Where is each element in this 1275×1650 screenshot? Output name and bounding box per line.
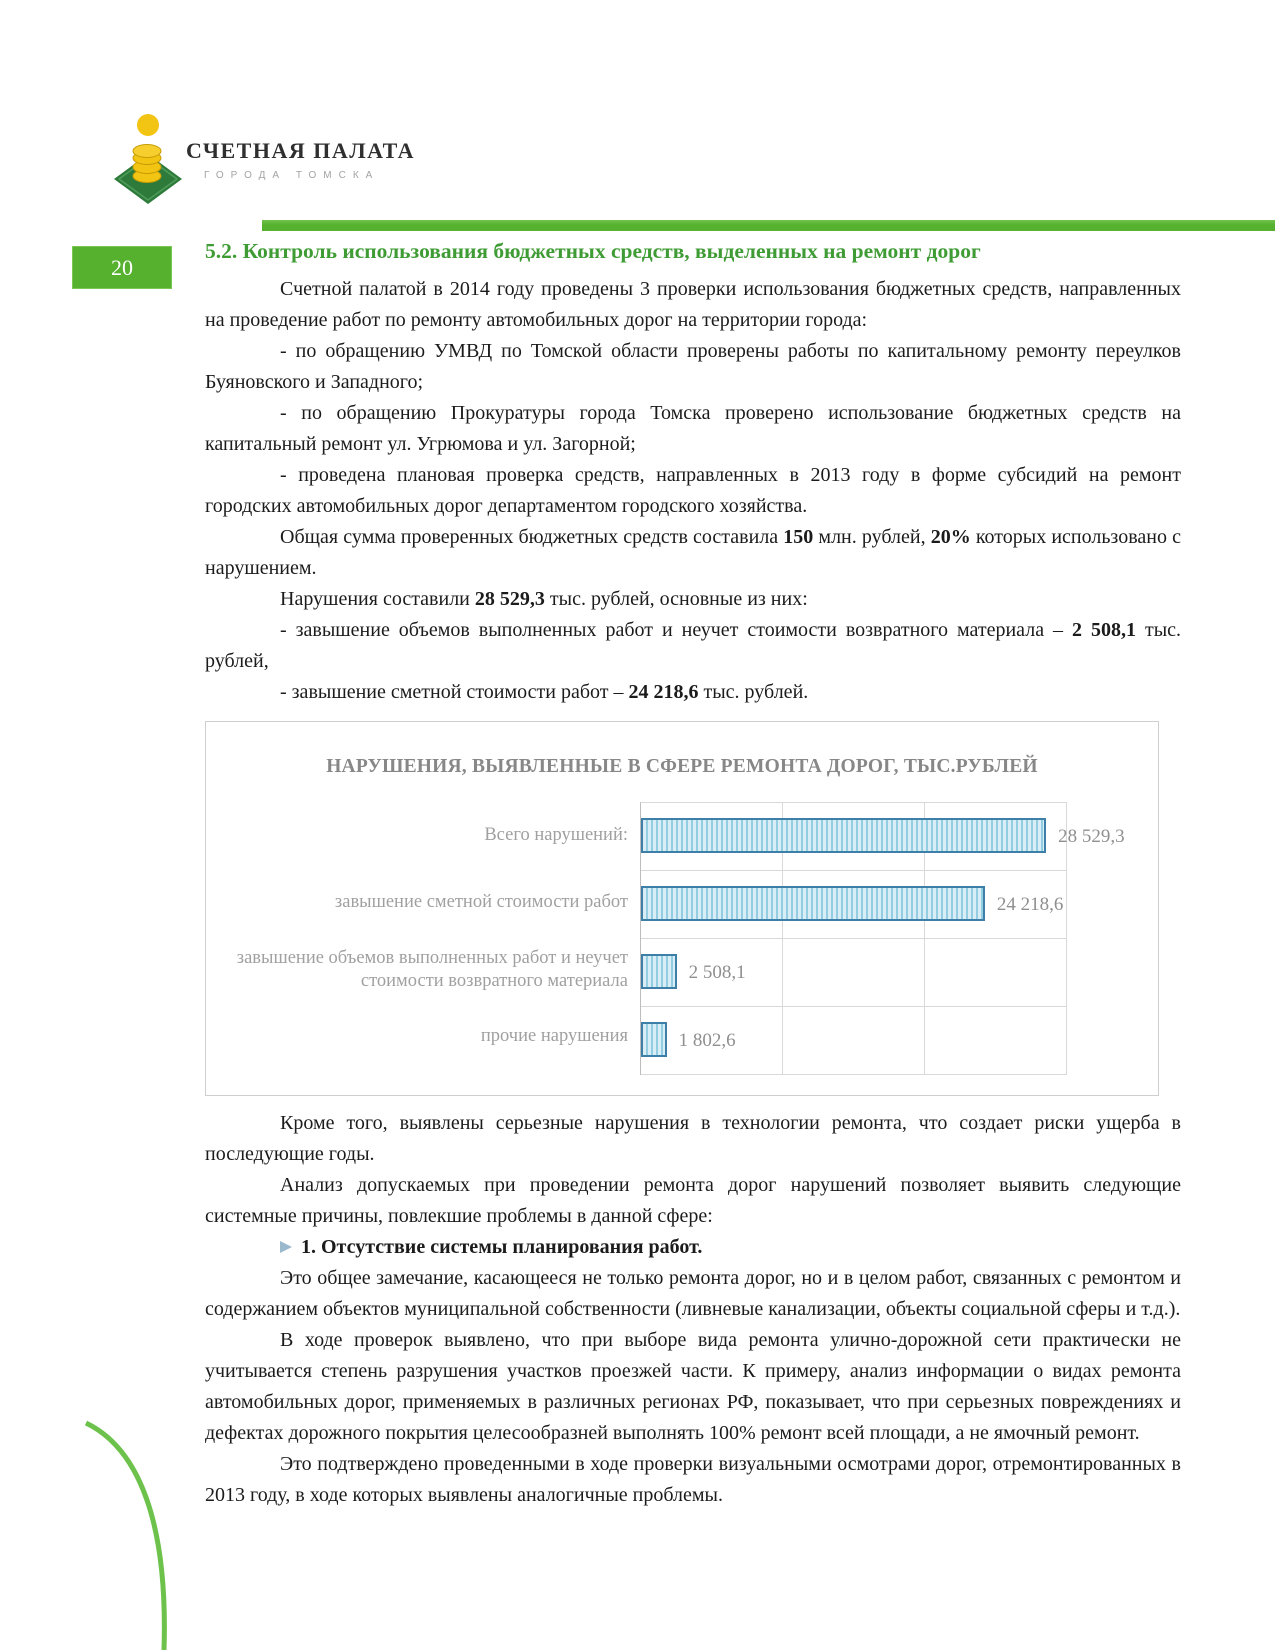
text-run: - по обращению Прокуратуры города Томска проверено использование бюджетных средств на капитальный ремонт ул. Угрюмова и ул. Загорной;	[205, 402, 1181, 455]
paragraph	[205, 336, 1181, 398]
paragraph	[205, 615, 1181, 677]
text-run: Это подтверждено проведенными в ходе проверки визуальными осмотрами дорог, отремонтированных в 2013 году, в ходе которых выявлены аналогичные проблемы.	[205, 1453, 1181, 1506]
text-run: которых использовано с нарушением.	[205, 526, 1181, 579]
emphasized-text: 2 508,1	[1072, 619, 1136, 641]
text-run: Это общее замечание, касающееся не только ремонта дорог, но и в целом работ, связанных с ремонтом и содержанием объектов муниципальной собственности (ливневые канализации, объекты социальной сферы и т.д.).	[205, 1267, 1181, 1320]
paragraph	[205, 1232, 1181, 1263]
header-rule	[262, 220, 1275, 231]
emphasized-text: 150	[783, 526, 814, 548]
bar-value-label: 2 508,1	[688, 961, 746, 983]
text-run: тыс. рублей, основные из них:	[544, 588, 808, 610]
paragraph	[205, 1449, 1181, 1511]
bar	[641, 886, 985, 921]
paragraph	[205, 1325, 1181, 1449]
logo-title: СЧЕТНАЯ ПАЛАТА	[186, 138, 416, 163]
text-run: Счетной палатой в 2014 году проведены 3 проверки использования бюджетных средств, направленных на проведение работ по ремонту автомобильных дорог на территории города:	[205, 278, 1181, 331]
chart-category-label: завышение сметной стоимости работ	[334, 892, 628, 912]
paragraph	[205, 274, 1181, 336]
text-run: - завышение сметной стоимости работ –	[280, 681, 629, 703]
page-number: 20	[111, 254, 133, 280]
chart-category-label: завышение объемов выполненных работ и неучет стоимости возвратного материала	[236, 947, 628, 991]
arrow-bullet-icon	[280, 1241, 292, 1253]
text-run: тыс. рублей.	[698, 681, 809, 703]
logo-subtitle: ГОРОДА ТОМСКА	[204, 170, 380, 181]
chamber-logo-icon	[114, 110, 184, 206]
bar-row	[641, 803, 1125, 871]
bar	[641, 818, 1046, 853]
paragraph	[205, 1170, 1181, 1232]
bar	[641, 1022, 667, 1057]
text-run: В ходе проверок выявлено, что при выборе вида ремонта улично-дорожной сети практически не учитывается степень разрушения участков проезжей части. К примеру, анализ информации о видах ремонта автомобильных дорог, применяемых в различных регионах РФ, показывает, что при серьезных повреждениях и дефектах дорожного покрытия целесообразней выполнять 100% ремонт всей площади, а не ямочный ремонт.	[205, 1329, 1181, 1444]
text-run: Анализ допускаемых при проведении ремонта дорог нарушений позволяет выявить следующие системные причины, повлекшие проблемы в данной сфере:	[205, 1174, 1181, 1227]
text-run: Кроме того, выявлены серьезные нарушения в технологии ремонта, что создает риски ущерба в последующие годы.	[205, 1112, 1181, 1165]
page-number-badge	[72, 246, 172, 289]
text-run: - по обращению УМВД по Томской области проверены работы по капитальному ремонту переулков Буяновского и Западного;	[205, 340, 1181, 393]
text-run: Нарушения составили	[280, 588, 475, 610]
chart-category-label: Всего нарушений:	[484, 825, 628, 845]
decorative-curve	[62, 1415, 192, 1650]
violations-bar-chart	[205, 721, 1159, 1096]
text-run: - проведена плановая проверка средств, направленных в 2013 году в форме субсидий на ремонт городских автомобильных дорог департаментом городского хозяйства.	[205, 464, 1181, 517]
paragraph	[205, 1263, 1181, 1325]
text-run: - завышение объемов выполненных работ и неучет стоимости возвратного материала –	[280, 619, 1073, 641]
paragraph	[205, 522, 1181, 584]
text-run: млн. рублей,	[813, 526, 931, 548]
paragraph	[205, 584, 1181, 615]
bar-row	[641, 871, 1067, 939]
content-column	[205, 236, 1181, 1511]
text-run: Общая сумма проверенных бюджетных средств составила	[280, 526, 784, 548]
section-heading: 5.2. Контроль использования бюджетных средств, выделенных на ремонт дорог	[205, 239, 981, 263]
emphasized-text: 24 218,6	[628, 681, 699, 703]
paragraph	[205, 1108, 1181, 1170]
paragraph	[205, 398, 1181, 460]
bar-row	[641, 939, 1067, 1007]
paragraphs-before-chart	[205, 274, 1181, 708]
chart-category-labels	[206, 802, 640, 1075]
emphasized-text: 1. Отсутствие системы планирования работ.	[301, 1236, 703, 1258]
paragraphs-after-chart	[205, 1108, 1181, 1511]
bar-value-label: 28 529,3	[1058, 825, 1125, 847]
chart-body	[206, 802, 1158, 1075]
text-run: тыс. рублей,	[205, 619, 1182, 672]
emphasized-text: 28 529,3	[474, 588, 545, 610]
bar-row	[641, 1007, 1067, 1075]
bar-value-label: 24 218,6	[996, 893, 1064, 915]
emphasized-text: 20%	[930, 526, 971, 548]
bar	[641, 954, 677, 989]
bar-value-label: 1 802,6	[678, 1029, 736, 1051]
chart-plot-area	[640, 802, 1125, 1075]
chart-category-label: прочие нарушения	[480, 1026, 628, 1046]
chart-title: НАРУШЕНИЯ, ВЫЯВЛЕННЫЕ В СФЕРЕ РЕМОНТА ДОРОГ, ТЫС.РУБЛЕЙ	[326, 756, 1038, 777]
paragraph	[205, 460, 1181, 522]
paragraph	[205, 677, 1181, 708]
